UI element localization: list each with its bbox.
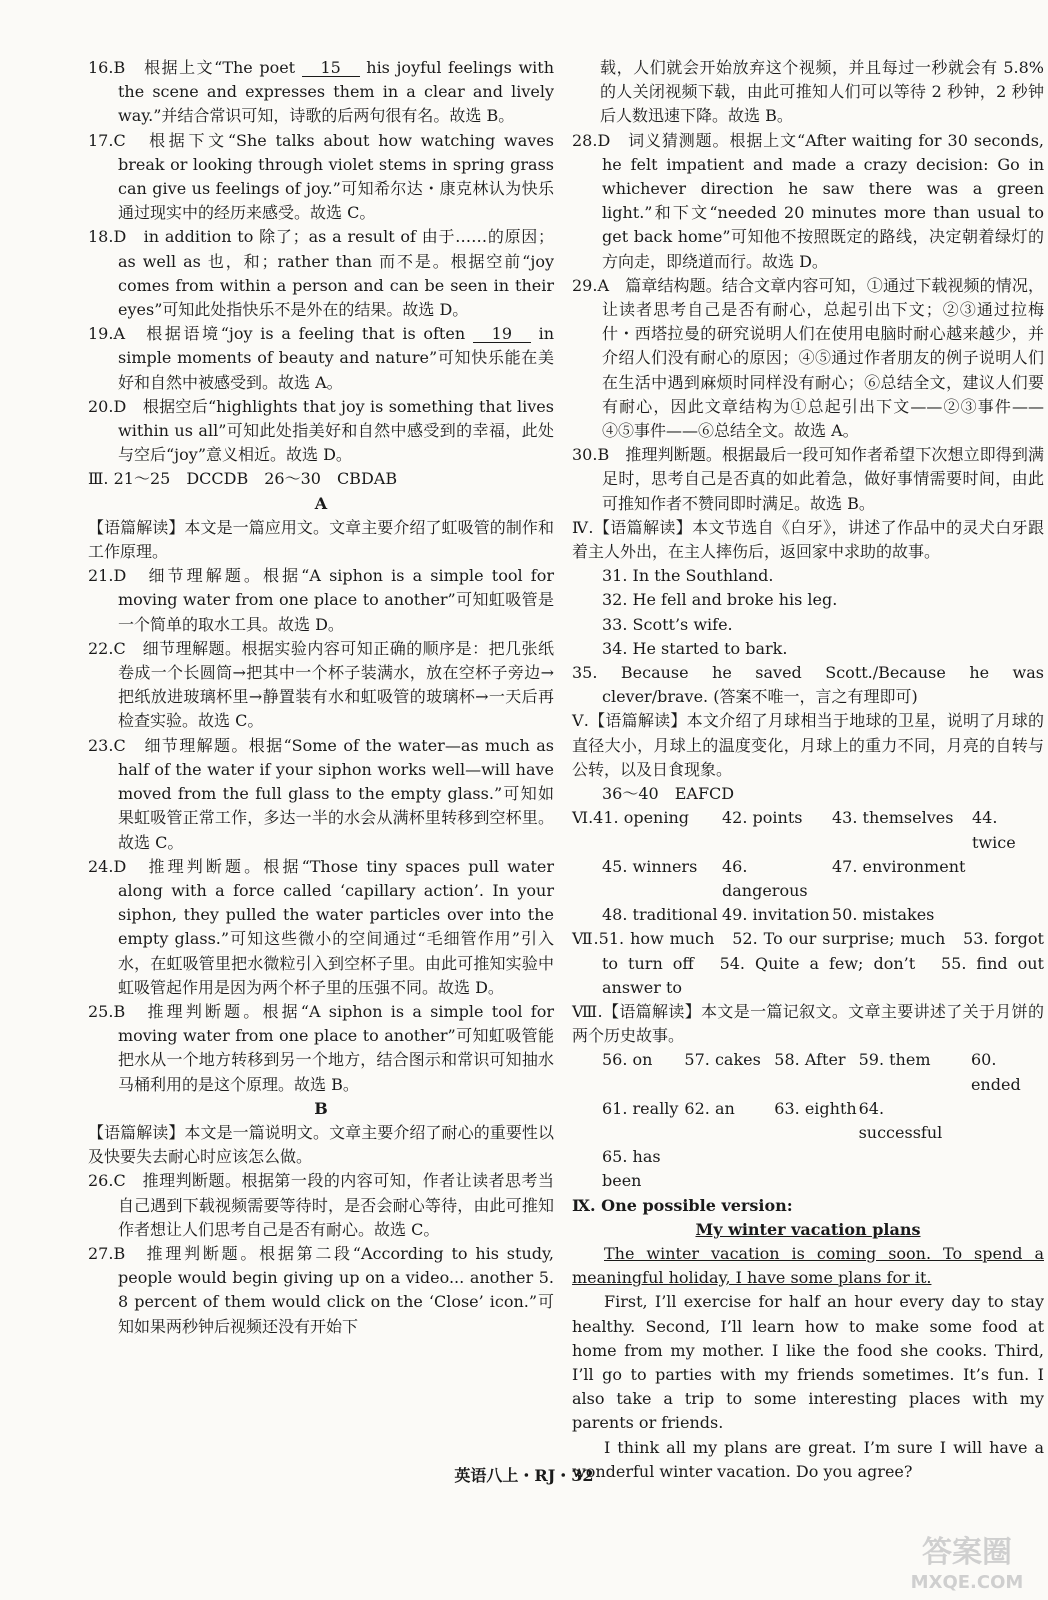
answer-row <box>572 1097 1044 1145</box>
answer-item <box>88 56 554 129</box>
answer-continuation <box>572 56 1044 129</box>
answer-cell <box>971 1097 1044 1145</box>
answer-cell: 63. eighth <box>774 1098 857 1118</box>
text-run: 36～40 EAFCD <box>602 784 735 804</box>
answer-item <box>88 734 554 855</box>
watermark-bottom: MXQE.COM <box>910 1572 1024 1593</box>
text-run: 18.D in addition to 除了；as a result of 由于……的原因；as well as 也，和；rather than 而不是。根据空前“joy comes from within a person and can be seen in their eyes”可知此处指快乐不是外在的结果。故选 D。 <box>88 227 554 320</box>
answer-item <box>572 129 1044 274</box>
answer-item <box>572 661 1044 709</box>
passage-heading <box>88 1097 554 1121</box>
answer-item <box>88 395 554 468</box>
right-column <box>572 56 1044 1484</box>
answer-cell: 65. has been <box>602 1147 661 1191</box>
answer-item <box>88 1242 554 1339</box>
text-run: 23.C 细节理解题。根据“Some of the water—as much as half of the water if your siphon works well—will have moved from the full glass to the empty glass.”可知如果虹吸管正常工作，多达一半的水会从满杯里转移到空杯里。故选 C。 <box>88 735 554 852</box>
answer-item <box>88 129 554 226</box>
section-line <box>572 709 1044 782</box>
essay-label: Ⅸ. One possible version: <box>572 1195 793 1215</box>
section-viii-answers <box>572 1048 1044 1193</box>
answer-item <box>88 564 554 637</box>
answer-line <box>572 782 1044 806</box>
answer-cell <box>972 903 1042 927</box>
text-run: his joyful feelings with the scene and expresses them in a clear and lively way.”并结合常识可知，诗歌的后两句很有名。故选 B。 <box>118 58 554 126</box>
right-column-part-a <box>572 56 1044 806</box>
answer-cell <box>684 1145 774 1193</box>
answer-cell: 58. After <box>774 1050 846 1070</box>
section-line <box>88 467 554 491</box>
watermark-top: 答案圈 <box>922 1535 1012 1570</box>
answer-item <box>572 443 1044 516</box>
answer-item <box>572 927 1044 1000</box>
answer-cell: 43. themselves <box>832 808 954 828</box>
text-run: Ⅴ.【语篇解读】本文介绍了月球相当于地球的卫星，说明了月球的直径大小，月球上的温度变化，月球上的重力不同，月亮的自转与公转，以及日食现象。 <box>572 711 1044 779</box>
text-run: Ⅳ.【语篇解读】本文节选自《白牙》，讲述了作品中的灵犬白牙跟着主人外出，在主人摔伤后，返回家中求助的故事。 <box>572 517 1044 562</box>
text-run: 19.A 根据语境“joy is a feeling that is often <box>88 324 473 344</box>
text-run: 20.D 根据空后“highlights that joy is something that lives within us all”可知此处指美好和自然中感受到的幸福，此处与空后“joy”意义相近。故选 D。 <box>88 396 554 465</box>
text-run: 35. Because he saved Scott./Because he was clever/brave. (答案不唯一，言之有理即可) <box>572 663 1044 707</box>
text-run: A <box>314 493 328 513</box>
answer-cell <box>972 855 1042 903</box>
right-column-part-b <box>572 927 1044 1048</box>
answer-cell: 45. winners <box>602 856 698 876</box>
text-run: 17.C 根据下文“She talks about how watching waves break or looking through violet stems in spring grass can give us feelings of joy.”可知希尔达・康克林认为快乐通过现实中的经历来感受。故选 C。 <box>88 130 554 223</box>
answer-cell <box>859 1145 971 1193</box>
text-run: in simple moments of beauty and nature”可知快乐能在美好和自然中被感受到。故选 A。 <box>118 324 554 392</box>
passage-heading <box>88 492 554 516</box>
text-run: 34. He started to bark. <box>602 638 788 658</box>
text-run: 26.C 推理判断题。根据第一段的内容可知，作者让读者思考当自己遇到下载视频需要等待时，是否会耐心等待，由此可推知作者想让人们思考自己是否有耐心。故选 C。 <box>88 1171 554 1239</box>
text-run: 29.A 篇章结构题。结合文章内容可知，①通过下载视频的情况，让读者思考自己是否有耐心，总起引出下文；②③通过拉梅什・西塔拉曼的研究说明人们在使用电脑时耐心越来越少，并介绍人们没有耐心的原因；④⑤通过作者朋友的例子说明人们在生活中遇到麻烦时同样没有耐心；⑥总结全文，建议人们要有耐心，因此文章结构为①总起引出下文——②③事件——④⑤事件——⑥总结全文。故选 A。 <box>572 275 1044 441</box>
page-footer: 英语八上・RJ・32 <box>454 1466 594 1485</box>
answer-cell: 48. traditional <box>602 905 718 925</box>
answer-item <box>88 1169 554 1242</box>
answer-line <box>572 564 1044 588</box>
text-run: 16.B 根据上文“The poet <box>88 58 302 77</box>
answer-item <box>88 637 554 734</box>
sample-essay <box>572 1194 1044 1484</box>
answer-cell <box>774 1145 858 1193</box>
text-run: 22.C 细节理解题。根据实验内容可知正确的顺序是：把几张纸卷成一个长圆筒→把其中一个杯子装满水，放在空杯子旁边→把纸放进玻璃杯里→静置装有水和虹吸管的玻璃杯→一天后再检查实验。故选 C。 <box>88 638 554 731</box>
text-run: 【语篇解读】本文是一篇说明文。文章主要介绍了耐心的重要性以及快要失去耐心时应该怎么做。 <box>88 1122 554 1167</box>
text-run: 33. Scott’s wife. <box>602 614 733 634</box>
answer-cell: 42. points <box>722 808 803 828</box>
answer-item <box>88 225 554 322</box>
text-run: 载，人们就会开始放弃这个视频，并且每过一秒就会有 5.8% 的人关闭视频下载，由此可推知人们可以等待 2 秒钟，2 秒钟后人数迅速下降。故选 B。 <box>600 58 1044 126</box>
answer-row <box>572 1048 1044 1096</box>
answer-cell: 64. successful <box>858 1098 943 1142</box>
blank-number: 15 <box>302 60 360 77</box>
answer-cell: 46. dangerous <box>722 856 808 900</box>
answer-row <box>572 1145 1044 1193</box>
answer-item <box>88 855 554 1000</box>
text-run: 30.B 推理判断题。根据最后一段可知作者希望下次想立即得到满足时，思考自己是否真的如此着急，做好事情需要时间，由此可推知作者不赞同即时满足。故选 B。 <box>572 445 1044 513</box>
essay-closing: I think all my plans are great. I’m sure I will have a wonderful winter vacation. Do you agree? <box>572 1437 1044 1481</box>
text-run: B <box>314 1098 328 1118</box>
answer-item <box>572 274 1044 443</box>
answer-row <box>572 806 1044 854</box>
answer-cell: 62. an <box>684 1098 735 1118</box>
text-run: 27.B 推理判断题。根据第二段“According to his study, people would begin giving up on a video... another 5. 8 percent of them would click on the ‘Close’ icon.”可知如果两秒钟后视频还没有开始下 <box>88 1243 554 1336</box>
answer-cell <box>971 1145 1044 1193</box>
answer-cell: 44. twice <box>972 808 1016 852</box>
answer-cell: 49. invitation <box>722 905 830 925</box>
section-vi-answers <box>572 806 1044 927</box>
section-line <box>572 1000 1044 1048</box>
answer-cell: 60. ended <box>970 1050 1021 1094</box>
answer-item <box>88 1000 554 1097</box>
section-line <box>88 1121 554 1169</box>
section-line <box>572 516 1044 564</box>
essay-title: My winter vacation plans <box>695 1219 921 1239</box>
text-run: 24.D 推理判断题。根据“Those tiny spaces pull water along with a force called ‘capillary action’. In your siphon, they pulled the water particles over into the empty glass.”可知这些微小的空间通过“毛细管作用”引入水，在虹吸管里把水微粒引入到空杯子里。由此可推知实验中虹吸管起作用是因为两个杯子里的压强不同。故选 D。 <box>88 856 554 997</box>
answer-cell: 50. mistakes <box>832 905 935 925</box>
text-run: Ⅲ. 21～25 DCCDB 26～30 CBDAB <box>88 469 398 489</box>
text-run: 31. In the Southland. <box>602 566 774 586</box>
text-run: 【语篇解读】本文是一篇应用文。文章主要介绍了虹吸管的制作和工作原理。 <box>88 517 554 562</box>
essay-intro: The winter vacation is coming soon. To spend a meaningful holiday, I have some plans for it. <box>572 1243 1044 1288</box>
answer-line <box>572 637 1044 661</box>
answer-line <box>572 613 1044 637</box>
answer-cell: 59. them <box>858 1050 931 1070</box>
answer-row <box>572 903 1044 927</box>
answer-row <box>572 855 1044 903</box>
text-run: Ⅶ.51. how much 52. To our surprise; much 53. forgot to turn off 54. Quite a few; don’t 55. find out answer to <box>572 929 1044 997</box>
text-run: 21.D 细节理解题。根据“A siphon is a simple tool for moving water from one place to another”可知虹吸管是一个简单的取水工具。故选 D。 <box>88 566 554 634</box>
text-run: Ⅷ.【语篇解读】本文是一篇记叙文。文章主要讲述了关于月饼的两个历史故事。 <box>572 1001 1044 1046</box>
answer-cell: 56. on <box>602 1050 653 1070</box>
answer-cell: 61. really <box>602 1098 679 1118</box>
text-run: 28.D 词义猜测题。根据上文“After waiting for 30 seconds, he felt impatient and made a crazy decision: Go in whichever direction he saw there was a green light.”和下文“needed 20 minutes more than usual to get back home”可知他不按照既定的路线，决定朝着绿灯的方向走，即绕道而行。故选 D。 <box>572 130 1044 271</box>
answer-item <box>88 322 554 395</box>
section-line <box>88 516 554 564</box>
answer-cell: Ⅵ.41. opening <box>572 808 690 828</box>
essay-body: First, I’ll exercise for half an hour every day to stay healthy. Second, I’ll learn how to make some food at home from my mother. I like the food she cooks. Third, I’ll go to parties with my friends sometimes. It’s fun. I also take a trip to some interesting places with my parents or friends. <box>572 1292 1044 1433</box>
left-column <box>88 56 554 1339</box>
answer-cell: 57. cakes <box>684 1050 761 1070</box>
watermark-logo <box>892 1528 1042 1594</box>
blank-number: 19 <box>473 326 531 343</box>
text-run: 32. He fell and broke his leg. <box>602 590 838 610</box>
text-run: 25.B 推理判断题。根据“A siphon is a simple tool for moving water from one place to another”可知虹吸管能把水从一个地方转移到另一个地方，结合图示和常识可知抽水马桶利用的是这个原理。故选 B。 <box>88 1001 554 1094</box>
answer-cell: 47. environment <box>832 856 966 876</box>
answer-line <box>572 588 1044 612</box>
